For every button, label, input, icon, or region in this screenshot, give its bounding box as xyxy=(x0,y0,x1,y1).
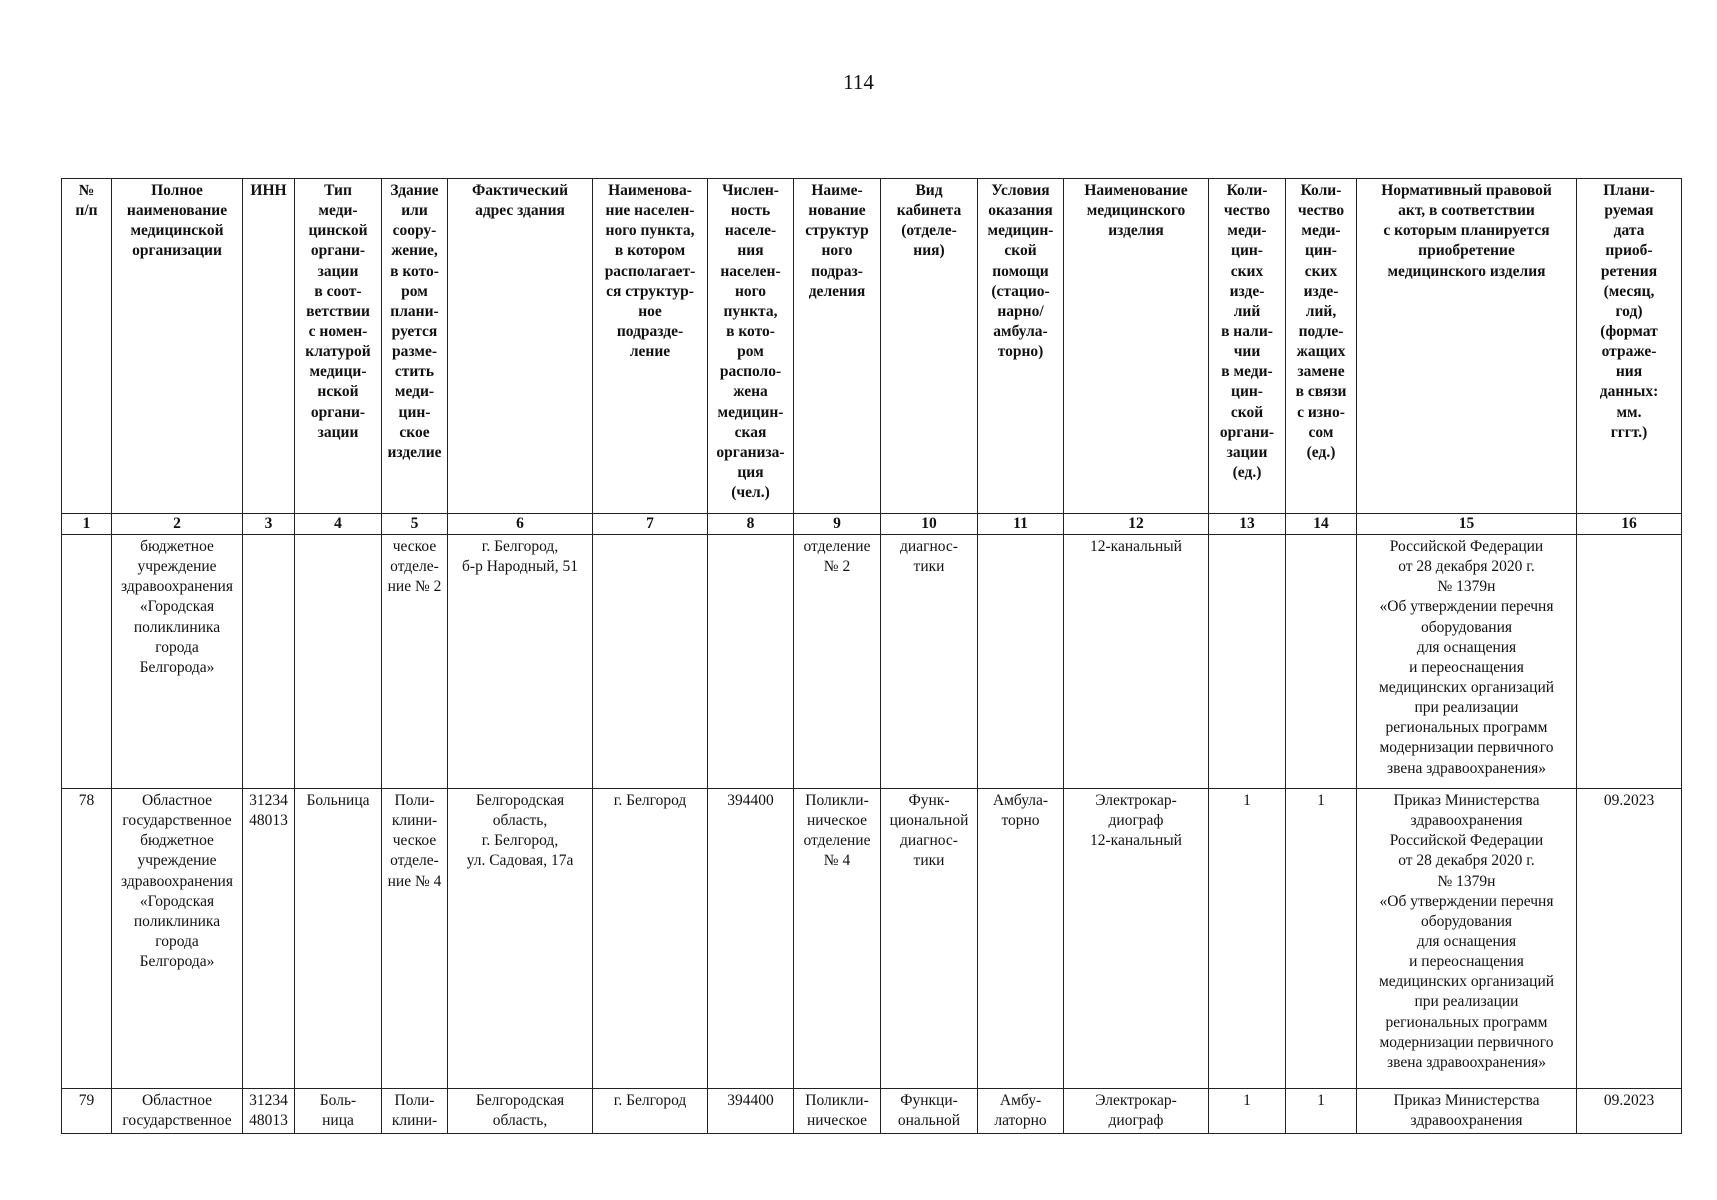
table-cell: Приказ Министерства здравоохранения xyxy=(1357,1089,1577,1134)
column-number-cell: 2 xyxy=(112,514,243,535)
table-cell xyxy=(243,535,295,789)
column-number-cell: 8 xyxy=(708,514,794,535)
column-number-cell: 4 xyxy=(295,514,382,535)
table-cell: Поли- клини- ческое отделе- ние № 4 xyxy=(382,789,448,1089)
table-cell: Областное государственное xyxy=(112,1089,243,1134)
table-cell: 79 xyxy=(62,1089,112,1134)
table-cell: Функ- циональной диагнос- тики xyxy=(881,789,978,1089)
header-cell: Наиме- нование структур ного подраз- деления xyxy=(794,179,881,514)
header-cell: Условия оказания медицин- ской помощи (стацио- нарно/ амбула- торно) xyxy=(978,179,1064,514)
column-number-cell: 13 xyxy=(1209,514,1286,535)
column-number-cell: 12 xyxy=(1064,514,1209,535)
column-number-cell: 7 xyxy=(593,514,708,535)
header-cell: Вид кабинета (отделе- ния) xyxy=(881,179,978,514)
column-number-cell: 6 xyxy=(448,514,593,535)
column-number-cell: 15 xyxy=(1357,514,1577,535)
column-number-row xyxy=(62,514,1682,535)
table-cell: 1 xyxy=(1286,1089,1357,1134)
table-cell: г. Белгород, б-р Народный, 51 xyxy=(448,535,593,789)
header-cell: Полное наименование медицинской организации xyxy=(112,179,243,514)
table-cell: 78 xyxy=(62,789,112,1089)
table-cell: г. Белгород xyxy=(593,1089,708,1134)
column-number-cell: 14 xyxy=(1286,514,1357,535)
table-cell: Электрокар- диограф 12-канальный xyxy=(1064,789,1209,1089)
table-cell: 394400 xyxy=(708,789,794,1089)
header-cell: Наименование медицинского изделия xyxy=(1064,179,1209,514)
table-cell: 31234 48013 xyxy=(243,1089,295,1134)
table-cell: отделение № 2 xyxy=(794,535,881,789)
header-cell: Тип меди- цинской органи- зации в соот- ветствии с номен- клатурой медици- нской органи- зации xyxy=(295,179,382,514)
table-cell: 1 xyxy=(1286,789,1357,1089)
medical-equipment-table xyxy=(61,178,1682,1134)
header-cell: Числен- ность населе- ния населен- ного пункта, в кото- ром располо- жена медицин- ская организа- ция (чел.) xyxy=(708,179,794,514)
table-cell xyxy=(62,535,112,789)
header-cell: Плани- руемая дата приоб- ретения (месяц, год) (формат отраже- ния данных: мм. гггт.) xyxy=(1577,179,1682,514)
header-cell: Коли- чество меди- цин- ских изде- лий в нали- чии в меди- цин- ской органи- зации (ед.) xyxy=(1209,179,1286,514)
header-cell: Фактический адрес здания xyxy=(448,179,593,514)
table-cell: Российской Федерации от 28 декабря 2020 г. № 1379н «Об утверждении перечня оборудования для оснащения и переоснащения медицинских организаций при реализации региональных программ модернизации первичного звена здравоохранения» xyxy=(1357,535,1577,789)
table-cell: Поликли- ническое отделение № 4 xyxy=(794,789,881,1089)
page-number: 114 xyxy=(843,70,874,94)
table-cell: Поликли- ническое xyxy=(794,1089,881,1134)
header-cell: ИНН xyxy=(243,179,295,514)
column-number-cell: 1 xyxy=(62,514,112,535)
table-cell: 1 xyxy=(1209,1089,1286,1134)
table-cell: Амбула- торно xyxy=(978,789,1064,1089)
table-cell: Электрокар- диограф xyxy=(1064,1089,1209,1134)
table-cell xyxy=(593,535,708,789)
table-cell: 1 xyxy=(1209,789,1286,1089)
table-cell xyxy=(1286,535,1357,789)
table-cell: Областное государственное бюджетное учреждение здравоохранения «Городская поликлиника города Белгорода» xyxy=(112,789,243,1089)
header-cell: Коли- чество меди- цин- ских изде- лий, подле- жащих замене в связи с изно- сом (ед.) xyxy=(1286,179,1357,514)
table-cell: диагнос- тики xyxy=(881,535,978,789)
header-cell: № п/п xyxy=(62,179,112,514)
table-cell: бюджетное учреждение здравоохранения «Городская поликлиника города Белгорода» xyxy=(112,535,243,789)
column-number-cell: 3 xyxy=(243,514,295,535)
table-row xyxy=(62,1089,1682,1134)
header-row xyxy=(62,179,1682,514)
table-cell: Приказ Министерства здравоохранения Российской Федерации от 28 декабря 2020 г. № 1379н «Об утверждении перечня оборудования для оснащения и переоснащения медицинских организаций при реализации региональных программ модернизации первичного звена здравоохранения» xyxy=(1357,789,1577,1089)
header-cell: Наименова- ние населен- ного пункта, в котором располагает- ся структур- ное подразде- ление xyxy=(593,179,708,514)
table-row xyxy=(62,535,1682,789)
table-cell xyxy=(708,535,794,789)
column-number-cell: 16 xyxy=(1577,514,1682,535)
table-cell: Функци- ональной xyxy=(881,1089,978,1134)
table-cell: 09.2023 xyxy=(1577,1089,1682,1134)
table-cell: 09.2023 xyxy=(1577,789,1682,1089)
table-cell: 31234 48013 xyxy=(243,789,295,1089)
table-cell: Поли- клини- xyxy=(382,1089,448,1134)
table-cell: Боль- ница xyxy=(295,1089,382,1134)
column-number-cell: 10 xyxy=(881,514,978,535)
table-cell: Белгородская область, г. Белгород, ул. Садовая, 17а xyxy=(448,789,593,1089)
table-cell: 394400 xyxy=(708,1089,794,1134)
table-cell xyxy=(1577,535,1682,789)
table-cell: Амбу- латорно xyxy=(978,1089,1064,1134)
header-cell: Нормативный правовой акт, в соответствии с которым планируется приобретение медицинского изделия xyxy=(1357,179,1577,514)
table-row xyxy=(62,789,1682,1089)
header-cell: Здание или соору- жение, в кото- ром плани- руется разме- стить меди- цин- ское изделие xyxy=(382,179,448,514)
table-cell xyxy=(295,535,382,789)
table-cell: 12-канальный xyxy=(1064,535,1209,789)
table-cell: г. Белгород xyxy=(593,789,708,1089)
table-cell xyxy=(1209,535,1286,789)
table-cell: ческое отделе- ние № 2 xyxy=(382,535,448,789)
table-cell xyxy=(978,535,1064,789)
table-cell: Белгородская область, xyxy=(448,1089,593,1134)
column-number-cell: 11 xyxy=(978,514,1064,535)
table-cell: Больница xyxy=(295,789,382,1089)
column-number-cell: 5 xyxy=(382,514,448,535)
column-number-cell: 9 xyxy=(794,514,881,535)
